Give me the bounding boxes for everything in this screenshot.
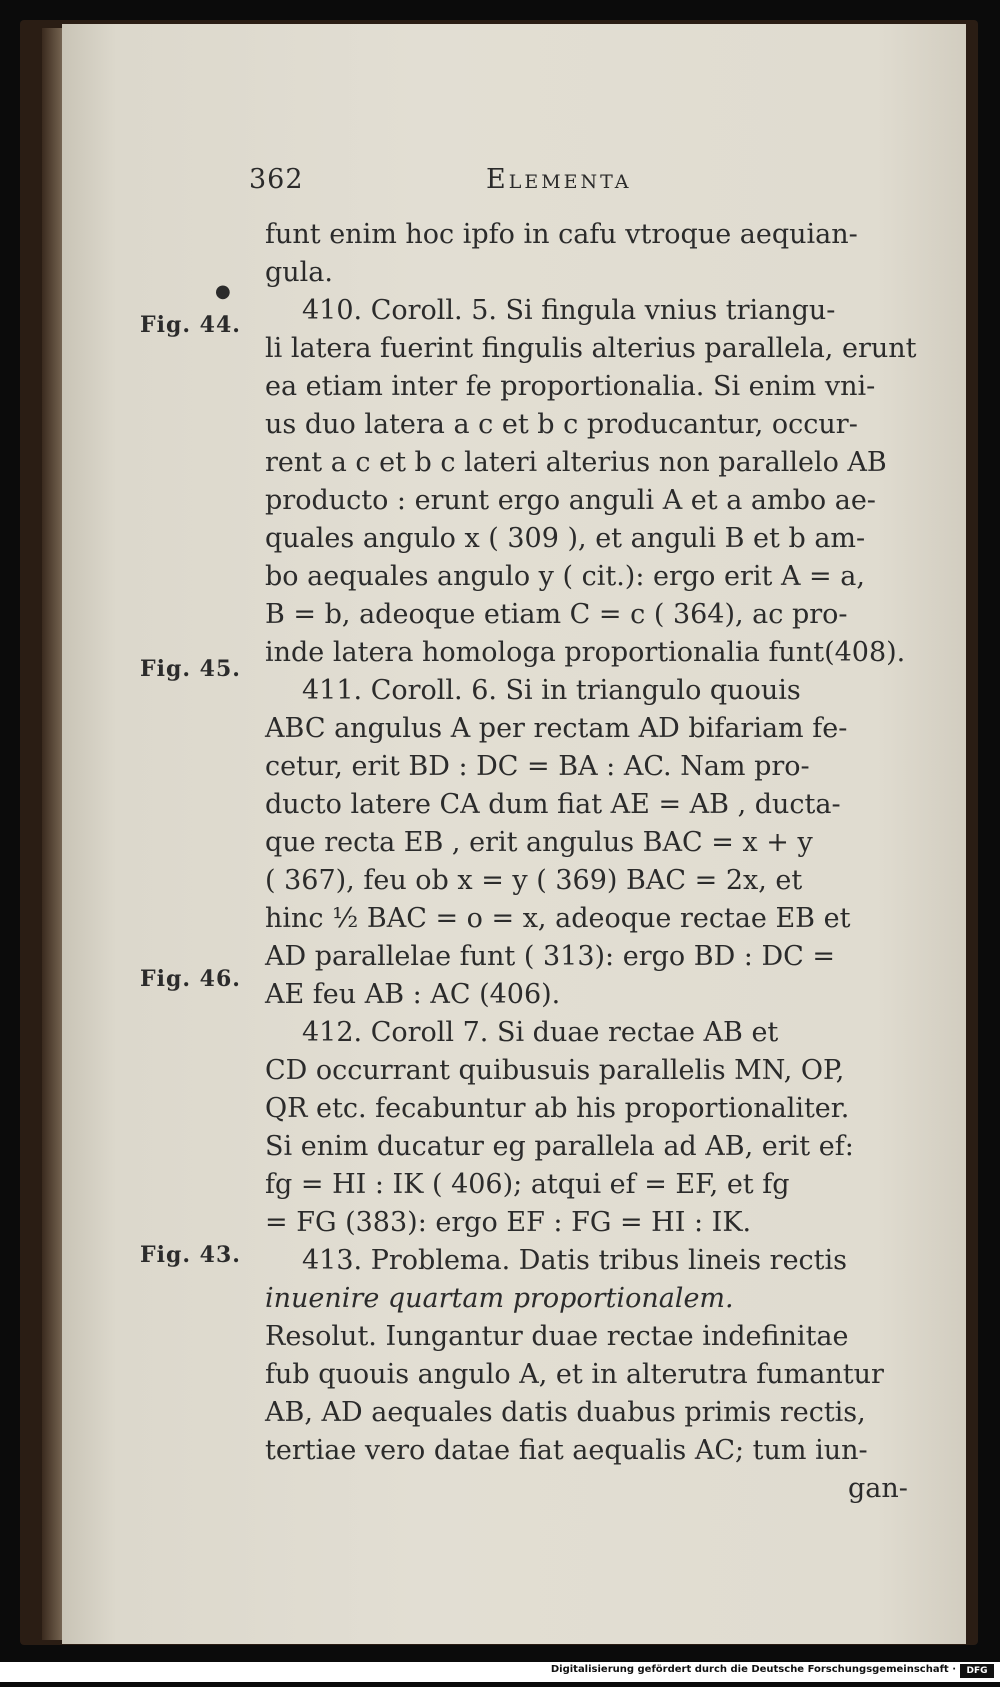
text-line: cetur, erit BD : DC = BA : AC. Nam pro- <box>265 751 810 782</box>
running-title: Elementa <box>486 164 632 195</box>
text-line: ducto latere CA dum fiat AE = AB , ducta- <box>265 789 841 820</box>
footer-bar <box>0 1662 1000 1682</box>
text-line: rent a c et b c lateri alterius non parallelo AB <box>265 447 887 478</box>
text-line: ea etiam inter fe proportionalia. Si enim vni- <box>265 371 876 402</box>
page-header <box>62 164 966 204</box>
text-line: us duo latera a c et b c producantur, occur- <box>265 409 858 440</box>
figure-ref: Fig. 44. <box>140 312 241 338</box>
text-line: bo aequales angulo y ( cit.): ergo erit A = a, <box>265 561 865 592</box>
figure-ref: Fig. 45. <box>140 656 241 682</box>
text-line: CD occurrant quibusuis parallelis MN, OP, <box>265 1055 845 1086</box>
text-line: QR etc. fecabuntur ab his proportionaliter. <box>265 1093 850 1124</box>
book-page <box>62 24 966 1644</box>
text-line: inuenire quartam proportionalem. <box>265 1283 734 1314</box>
page-number: 362 <box>249 164 304 195</box>
figure-ref: Fig. 43. <box>140 1242 241 1268</box>
text-line: Si enim ducatur eg parallela ad AB, erit ef: <box>265 1131 854 1162</box>
text-line: = FG (383): ergo EF : FG = HI : IK. <box>265 1207 752 1238</box>
text-line: ABC angulus A per rectam AD bifariam fe- <box>265 713 848 744</box>
margin-dot-icon: ● <box>215 281 231 302</box>
figure-ref: Fig. 46. <box>140 966 241 992</box>
text-line: inde latera homologa proportionalia funt(408). <box>265 637 906 668</box>
text-line: que recta EB , erit angulus BAC = x + y <box>265 827 813 858</box>
text-line: B = b, adeoque etiam C = c ( 364), ac pro- <box>265 599 848 630</box>
dfg-logo-icon: DFG <box>960 1664 994 1678</box>
text-line: AB, AD aequales datis duabus primis rectis, <box>265 1397 866 1428</box>
text-line: funt enim hoc ipfo in cafu vtroque aequian- <box>265 219 858 250</box>
text-line: Resolut. Iungantur duae rectae indefinitae <box>265 1321 849 1352</box>
text-line: 413. Problema. Datis tribus lineis rectis <box>302 1245 848 1276</box>
text-line: 412. Coroll 7. Si duae rectae AB et <box>302 1017 779 1048</box>
text-line: quales angulo x ( 309 ), et anguli B et b am- <box>265 523 866 554</box>
text-line: 411. Coroll. 6. Si in triangulo quouis <box>302 675 801 706</box>
text-line: ( 367), feu ob x = y ( 369) BAC = 2x, et <box>265 865 803 896</box>
text-line: fg = HI : IK ( 406); atqui ef = EF, et fg <box>265 1169 790 1200</box>
text-line: tertiae vero datae fiat aequalis AC; tum iun- <box>265 1435 868 1466</box>
text-line: li latera fuerint fingulis alterius parallela, erunt <box>265 333 917 364</box>
text-line: gula. <box>265 257 333 288</box>
footer-credit: Digitalisierung gefördert durch die Deutsche Forschungsgemeinschaft · <box>550 1664 956 1675</box>
text-line: producto : erunt ergo anguli A et a ambo ae- <box>265 485 876 516</box>
text-line: AE feu AB : AC (406). <box>265 979 561 1010</box>
text-line: hinc ½ BAC = o = x, adeoque rectae EB et <box>265 903 851 934</box>
text-line: AD parallelae funt ( 313): ergo BD : DC = <box>265 941 835 972</box>
catchword: gan- <box>848 1473 908 1504</box>
text-line: fub quouis angulo A, et in alterutra fumantur <box>265 1359 884 1390</box>
text-line: 410. Coroll. 5. Si fingula vnius triangu- <box>302 295 836 326</box>
